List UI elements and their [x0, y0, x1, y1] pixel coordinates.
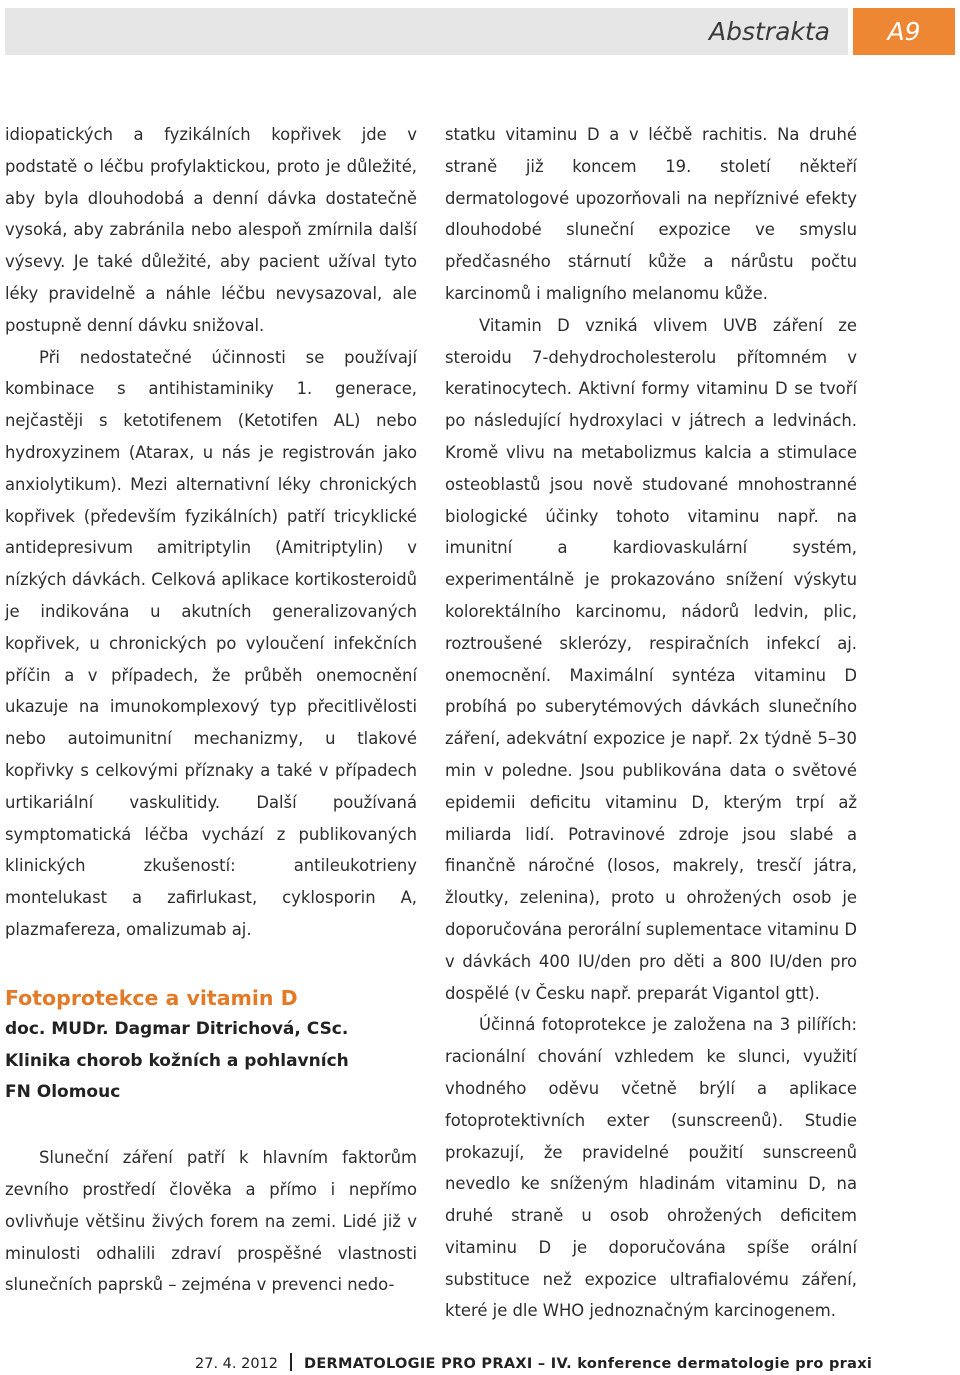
footer-date: 27. 4. 2012 [195, 1356, 279, 1372]
header-bar [5, 8, 848, 55]
page-number-badge: A9 [853, 8, 955, 55]
paragraph: Účinná fotoprotekce je založena na 3 pilířích: racionální chování vzhledem ke slunci, využití vhodného oděvu včetně brýlí a aplikace fotoprotektivních exter (sunscreenů). Studie prokazují, že pravidelné použití sunscreenů nevedlo ke sníženým hladinám vitaminu D, na druhé straně u osob ohrožených deficitem vitaminu D je doporučována spíše orální substituce než expozice ultrafialovému záření, které je dle WHO jednoznačným karcinogenem. [445, 1015, 857, 1321]
left-column [5, 119, 417, 1301]
paragraph: Vitamin D vzniká vlivem UVB záření ze steroidu 7-dehydrocholesterolu přítomném v keratinocytech. Aktivní formy vitaminu D se tvoří po následující hydroxylaci v játrech a ledvinách. Kromě vlivu na metabolizmus kalcia a stimulace osteoblastů jsou nově studované mnohostranné biologické účinky tohoto vitaminu např. na imunitní a kardiovaskulární systém, experimentálně je prokazováno snížení výskytu kolorektálního karcinomu, nádorů ledvin, plic, roztroušené sklerózy, respiračních infekcí aj. onemocnění. Maximální syntéza vitaminu D probíhá po suberytémových dávkách slunečního záření, adekvátní expozice je např. 2x týdně 5–30 min v poledne. Jsou publikována data o světové epidemii deficitu vitaminu D, kterým trpí až miliarda lidí. Potravinové zdroje jsou slabé a finančně náročné (losos, makrely, tresčí játra, žloutky, zelenina), proto u ohrožených osob je doporučována perorální suplementace vitaminu D v dávkách 400 IU/den pro děti a 800 IU/den pro dospělé (v Česku např. preparát Vigantol gtt). [445, 315, 857, 1003]
paragraph: idiopatických a fyzikálních kopřivek jde v podstatě o léčbu profylaktickou, proto je důležité, aby byla dlouhodobá a denní dávka dostatečně vysoká, aby zabránila nebo alespoň zmírnila další výsevy. Je také důležité, aby pacient užíval tyto léky pravidelně a náhle léčbu nevysazoval, ale postupně denní dávku snižoval. [5, 125, 417, 335]
section-heading: Fotoprotekce a vitamin D [5, 985, 298, 1010]
paragraph: Při nedostatečné účinnosti se používají kombinace s antihistaminiky 1. generace, nejčastěji s ketotifenem (Ketotifen AL) nebo hydroxyzinem (Atarax, u nás je registrován jako anxiolytikum). Mezi alternativní léky chronických kopřivek (především fyzikálních) patří tricyklické antidepresivum amitriptylin (Amitriptylin) v nízkých dávkách. Celková aplikace kortikosteroidů je indikována u akutních generalizovaných kopřivek, u chronických po vyloučení infekčních příčin a v případech, že průběh onemocnění ukazuje na imunokomplexový typ přecitlivělosti nebo autoimunitní mechanizmy, u tlakové kopřivky s celkovými příznaky a také v případech urtikariální vaskulitidy. Další používaná symptomatická léčba vychází z publikovaných klinických zkušeností: antileukotrieny montelukast a zafirlukast, cyklosporin A, plazmafereza, omalizumab aj. [5, 347, 417, 939]
page-footer [195, 1353, 915, 1375]
author-name: doc. MUDr. Dagmar Ditrichová, CSc. [5, 1018, 349, 1039]
author-affiliation: FN Olomouc [5, 1082, 121, 1103]
section-title: Abstrakta [709, 17, 830, 46]
paragraph: statku vitaminu D a v léčbě rachitis. Na druhé straně již koncem 19. století někteří dermatologové upozorňovali na nepříznivé efekty dlouhodobé sluneční expozice ve smyslu předčasného stárnutí kůže a nárůstu počtu karcinomů i maligního melanomu kůže. [445, 125, 857, 303]
paragraph: Sluneční záření patří k hlavním faktorům zevního prostředí člověka a přímo i nepřímo ovlivňuje většinu živých forem na zemi. Lidé již v minulosti odhalili zdraví prospěšné vlastnosti slunečních paprsků – zejména v prevenci nedo- [5, 1148, 417, 1295]
right-column [445, 119, 857, 1327]
author-affiliation: Klinika chorob kožních a pohlavních [5, 1050, 349, 1071]
footer-journal: DERMATOLOGIE PRO PRAXI – IV. konference dermatologie pro praxi [304, 1356, 873, 1372]
footer-separator [290, 1353, 292, 1371]
